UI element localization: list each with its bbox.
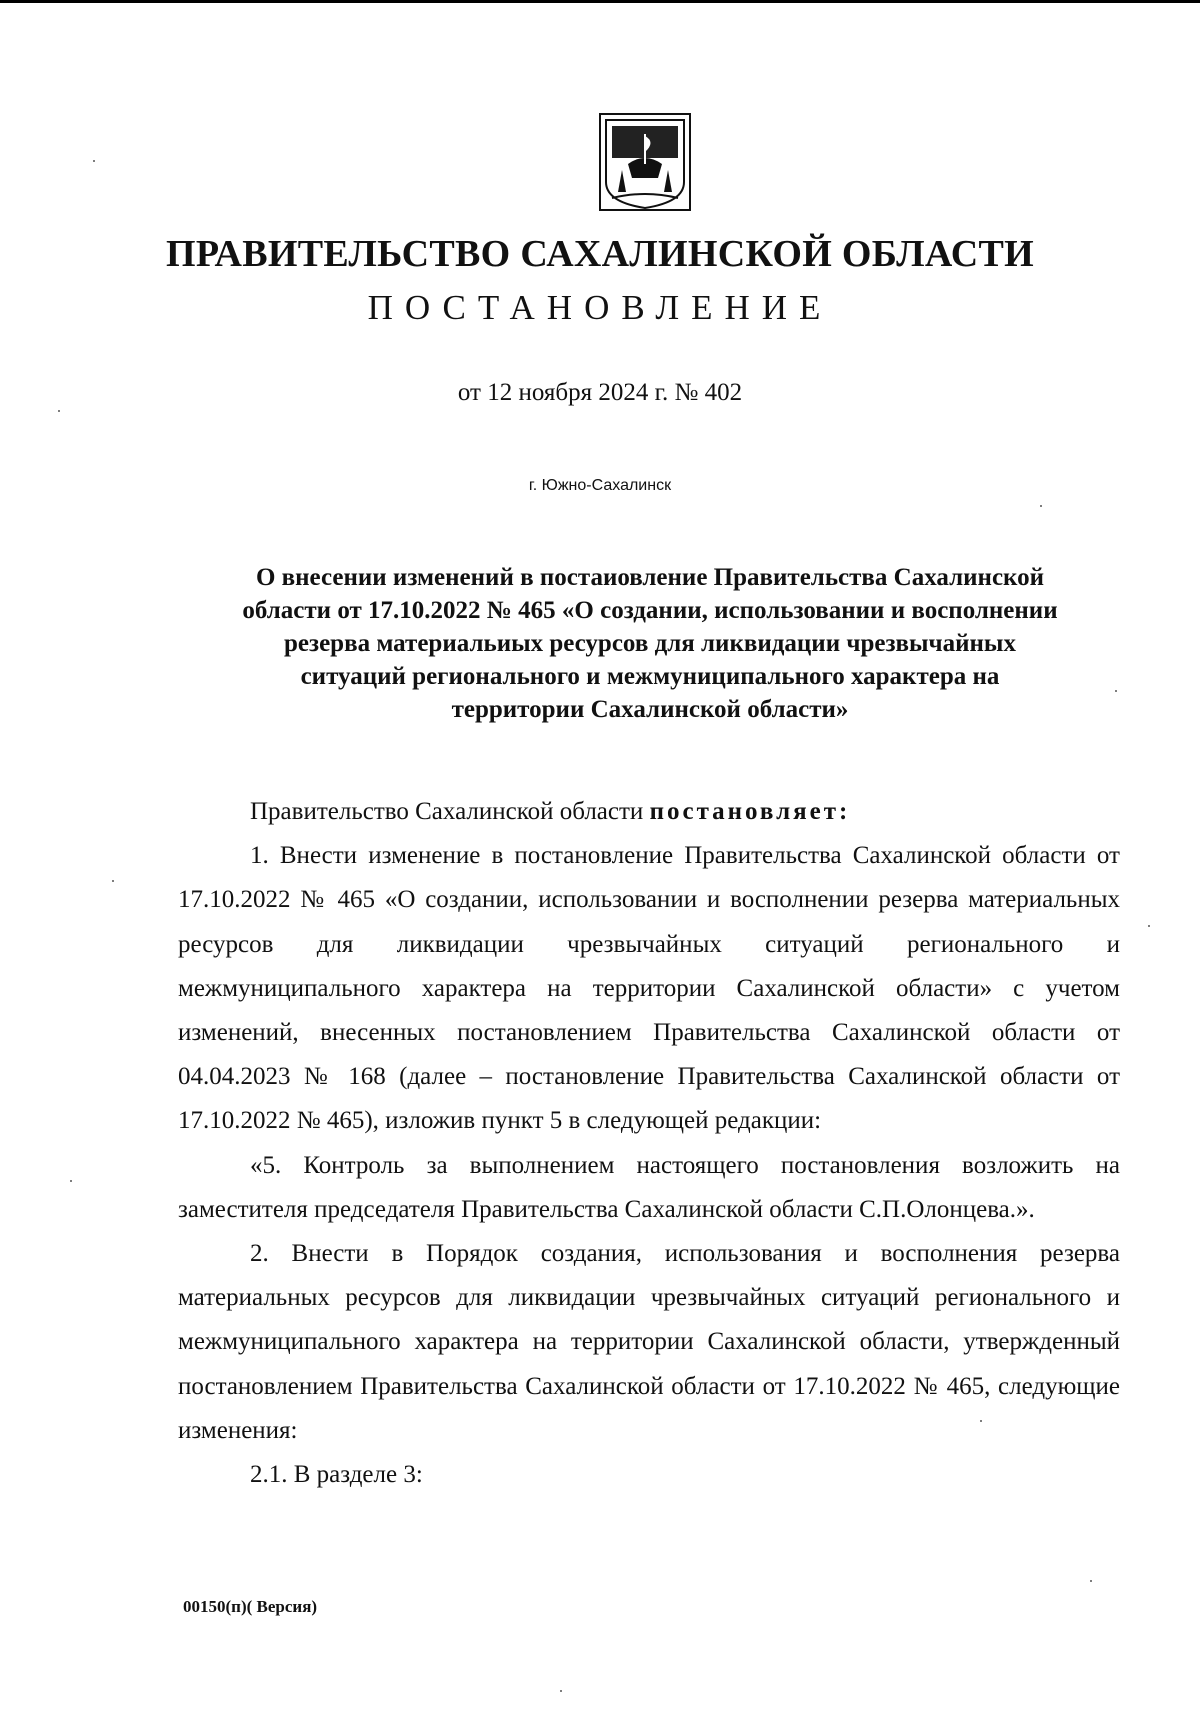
paragraph-1: 1. Внести изменение в постановление Правительства Сахалинской области от 17.10.2022 № 465 «О создании, использовании и восполнении резерва материальных ресурсов для ликвидации чрезвычайных ситуаций регионального и межмуниципального характера на территории Сахалинской области» с учетом изменений, внесенных постановлением Правительства Сахалинской области от 04.04.2023 № 168 (далее – постановление Правительства Сахалинской области от 17.10.2022 № 465), изложив пункт 5 в следующей редакции: <box>178 842 1120 1135</box>
preamble-emphasis: постановляет: <box>649 798 851 825</box>
title-line: территории Сахалинской области» <box>451 696 849 723</box>
scan-speck <box>1090 1580 1092 1582</box>
title-line: резерва материальиых ресурсов для ликвидации чрезвычайных <box>284 630 1016 657</box>
scan-speck <box>112 880 114 882</box>
city: г. Южно-Сахалинск <box>528 477 672 494</box>
paragraph-2: 2. Внести в Порядок создания, использования и восполнения резерва материальных ресурсов для ликвидации чрезвычайных ситуаций регионального и межмуниципального характера на территории Сахалинской области, утвержденный постановлением Правительства Сахалинской области от 17.10.2022 № 465, следующие изменения: <box>178 1240 1120 1444</box>
paragraph-2-1: 2.1. В разделе 3: <box>250 1461 423 1489</box>
preamble <box>178 790 1120 834</box>
scan-speck <box>1148 925 1150 927</box>
document-type: ПОСТАНОВЛЕНИЕ <box>367 288 833 327</box>
scan-speck <box>980 1420 982 1422</box>
scan-speck <box>1115 690 1117 692</box>
scan-speck <box>58 410 60 412</box>
footer-version: 00150(п)( Версия) <box>183 1597 318 1616</box>
scan-speck <box>70 1180 72 1182</box>
scan-speck <box>1040 505 1042 507</box>
organization-name: ПРАВИТЕЛЬСТВО САХАЛИНСКОЙ ОБЛАСТИ <box>166 233 1034 275</box>
date-and-number: от 12 ноября 2024 г. № 402 <box>457 379 743 406</box>
scan-top-border <box>0 0 1200 3</box>
scan-speck <box>93 160 95 162</box>
paragraph-1-quote: «5. Контроль за выполнением настоящего постановления возложить на заместителя председателя Правительства Сахалинской области С.П.Олонцева.». <box>178 1151 1120 1223</box>
coat-of-arms-icon <box>598 112 692 212</box>
document-title <box>160 561 1140 726</box>
scan-speck <box>560 1690 562 1692</box>
title-line: области от 17.10.2022 № 465 «О создании, использовании и восполнении <box>242 597 1058 624</box>
title-line: О внесении изменений в постаиовление Правительства Сахалинской <box>255 564 1045 591</box>
title-line: ситуаций регионального и межмуниципального характера на <box>300 663 1000 690</box>
preamble-text: Правительство Сахалинской области <box>250 798 650 825</box>
document-body <box>178 790 1120 1497</box>
